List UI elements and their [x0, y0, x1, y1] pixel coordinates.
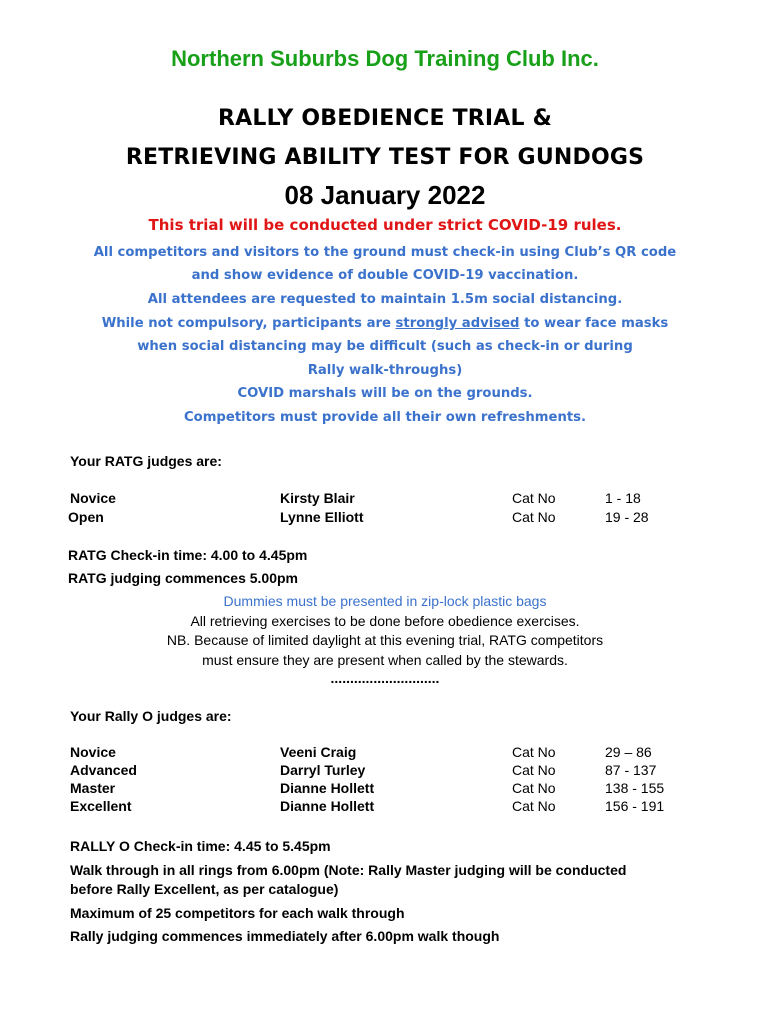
rally-judging-commences: Rally judging commences immediately after 6.00pm walk though — [70, 928, 500, 944]
rally-class: Master — [70, 780, 116, 796]
rally-judge: Dianne Hollett — [280, 780, 375, 796]
covid-line-7: COVID marshals will be on the grounds. — [237, 386, 533, 401]
covid-line-6: Rally walk-throughs) — [307, 363, 463, 378]
rally-class: Excellent — [70, 798, 132, 814]
ratg-checkin-time: RATG Check-in time: 4.00 to 4.45pm — [68, 547, 308, 563]
ratg-class: Novice — [70, 490, 116, 506]
ratg-judge: Kirsty Blair — [280, 490, 355, 506]
covid-line-2: and show evidence of double COVID-19 vaccination. — [191, 268, 579, 283]
rally-cat-label: Cat No — [512, 798, 556, 814]
rally-checkin-time: RALLY O Check-in time: 4.45 to 5.45pm — [70, 838, 331, 854]
title-line-2: RETRIEVING ABILITY TEST FOR GUNDOGS — [125, 145, 645, 170]
rally-cat-label: Cat No — [512, 744, 556, 760]
rally-class: Advanced — [70, 762, 137, 778]
walk-through-line-2: before Rally Excellent, as per catalogue) — [70, 881, 339, 897]
covid-line-3: All attendees are requested to maintain 1.5m social distancing. — [147, 292, 623, 307]
section-separator: ............................ — [330, 670, 440, 686]
club-name: Northern Suburbs Dog Training Club Inc. — [171, 46, 599, 71]
rally-judge: Darryl Turley — [280, 762, 366, 778]
covid-line-4-post: to wear face masks — [519, 316, 669, 331]
covid-line-5: when social distancing may be difficult (such as check-in or during — [137, 339, 633, 354]
rally-cat-label: Cat No — [512, 762, 556, 778]
ratg-cat-label: Cat No — [512, 490, 556, 506]
rally-class: Novice — [70, 744, 116, 760]
rally-cat-range: 156 - 191 — [605, 798, 665, 814]
ratg-cat-range: 19 - 28 — [605, 509, 649, 525]
rally-judge: Dianne Hollett — [280, 798, 375, 814]
dummies-notice: Dummies must be presented in zip-lock plastic bags — [223, 593, 547, 609]
daylight-note: NB. Because of limited daylight at this evening trial, RATG competitors — [166, 632, 604, 648]
rally-cat-range: 29 – 86 — [605, 744, 652, 760]
ratg-judging-time: RATG judging commences 5.00pm — [68, 570, 299, 586]
covid-line-1: All competitors and visitors to the ground must check-in using Club’s QR code — [93, 245, 677, 260]
rally-cat-range: 138 - 155 — [605, 780, 665, 796]
ratg-cat-label: Cat No — [512, 509, 556, 525]
ratg-class: Open — [68, 509, 104, 525]
rally-judges-heading: Your Rally O judges are: — [70, 708, 232, 724]
covid-line-4 — [0, 316, 770, 331]
title-line-1: RALLY OBEDIENCE TRIAL & — [217, 106, 552, 131]
walk-through-line-1: Walk through in all rings from 6.00pm (Note: Rally Master judging will be conducted — [70, 862, 627, 878]
covid-notice: This trial will be conducted under strict COVID-19 rules. — [148, 216, 622, 234]
covid-line-8: Competitors must provide all their own refreshments. — [183, 410, 587, 425]
ratg-cat-range: 1 - 18 — [605, 490, 641, 506]
ratg-judges-heading: Your RATG judges are: — [70, 453, 222, 469]
covid-line-4-pre: While not compulsory, participants are — [101, 316, 396, 331]
ratg-judge: Lynne Elliott — [280, 509, 364, 525]
strongly-advised-text: strongly advised — [395, 316, 520, 331]
rally-cat-range: 87 - 137 — [605, 762, 657, 778]
retrieving-note: All retrieving exercises to be done before obedience exercises. — [190, 613, 580, 629]
rally-judge: Veeni Craig — [280, 744, 357, 760]
rally-cat-label: Cat No — [512, 780, 556, 796]
event-date: 08 January 2022 — [284, 180, 486, 210]
max-competitors: Maximum of 25 competitors for each walk through — [70, 905, 405, 921]
stewards-note: must ensure they are present when called by the stewards. — [202, 652, 568, 668]
